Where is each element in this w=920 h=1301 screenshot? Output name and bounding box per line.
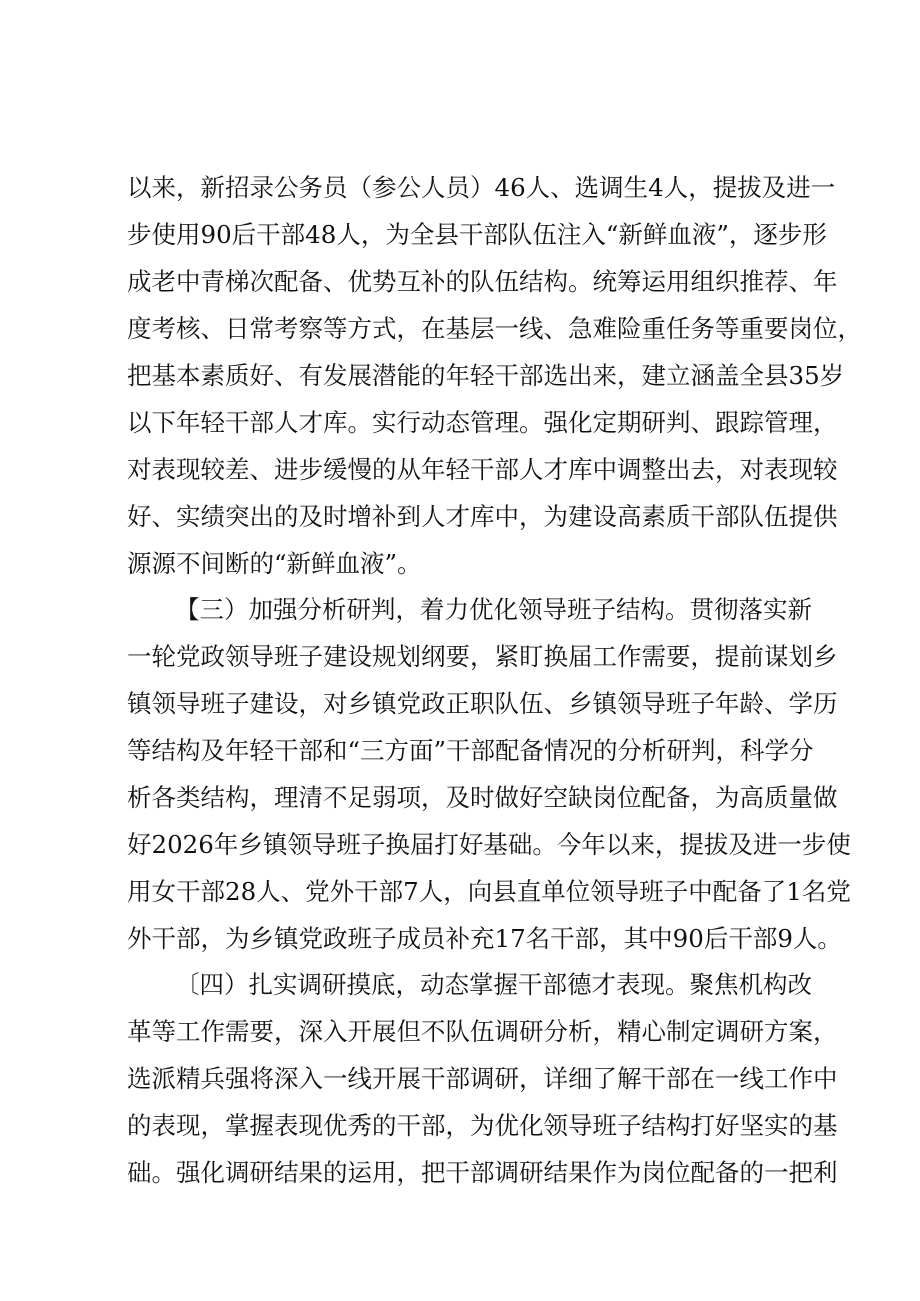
paragraph-2-line-2: 一轮党政领导班子建设规划纲要，紧盯换届工作需要，提前谋划乡 (127, 642, 838, 671)
paragraph-1-line-8: 好、实绩突出的及时增补到人才库中，为建设高素质干部队伍提供 (127, 502, 838, 531)
paragraph-2-line-5: 析各类结构，理清不足弱项，及时做好空缺岗位配备，为高质量做 (127, 783, 838, 812)
paragraph-3-line-5: 础。强化调研结果的运用，把干部调研结果作为岗位配备的一把利 (127, 1158, 838, 1187)
paragraph-3-line-2: 革等工作需要，深入开展但不队伍调研分析，精心制定调研方案， (127, 1017, 838, 1046)
paragraph-2-line-4: 等结构及年轻干部和“三方面”干部配备情况的分析研判，科学分 (127, 736, 814, 765)
paragraph-3-line-4: 的表现，掌握表现优秀的干部，为优化领导班子结构打好坚实的基 (127, 1111, 838, 1140)
paragraph-1-line-9: 源源不间断的“新鲜血液”。 (127, 549, 422, 578)
paragraph-1-line-2: 步使用90后干部48人，为全县干部队伍注入“新鲜血液”，逐步形 (127, 220, 827, 249)
paragraph-1-line-7: 对表现较差、进步缓慢的从年轻干部人才库中调整出去，对表现较 (127, 455, 838, 484)
paragraph-2-line-8: 外干部，为乡镇党政班子成员补充17名干部，其中90后干部9人。 (127, 924, 842, 953)
paragraph-3-line-1: 〔四）扎实调研摸底，动态掌握干部德才表现。聚焦机构改 (175, 970, 812, 999)
paragraph-2-line-3: 镇领导班子建设，对乡镇党政正职队伍、乡镇领导班子年龄、学历 (127, 689, 838, 718)
paragraph-1-line-4: 度考核、日常考察等方式，在基层一线、急难险重任务等重要岗位， (127, 314, 862, 343)
paragraph-2-line-6: 好2026年乡镇领导班子换届打好基础。今年以来，提拔及进一步使 (127, 830, 851, 859)
paragraph-1-line-1: 以来，新招录公务员（参公人员）46人、选调生4人，提拔及进一 (127, 173, 836, 202)
paragraph-2-line-7: 用女干部28人、党外干部7人，向县直单位领导班子中配备了1名党 (127, 877, 851, 906)
paragraph-1-line-6: 以下年轻干部人才库。实行动态管理。强化定期研判、跟踪管理， (127, 408, 838, 437)
paragraph-2-line-1: 【三）加强分析研判，着力优化领导班子结构。贯彻落实新 (175, 595, 812, 624)
paragraph-1-line-3: 成老中青梯次配备、优势互补的队伍结构。统筹运用组织推荐、年 (127, 267, 838, 296)
paragraph-3-line-3: 选派精兵强将深入一线开展干部调研，详细了解干部在一线工作中 (127, 1064, 838, 1093)
paragraph-1-line-5: 把基本素质好、有发展潜能的年轻干部选出来，建立涵盖全县35岁 (127, 361, 845, 390)
